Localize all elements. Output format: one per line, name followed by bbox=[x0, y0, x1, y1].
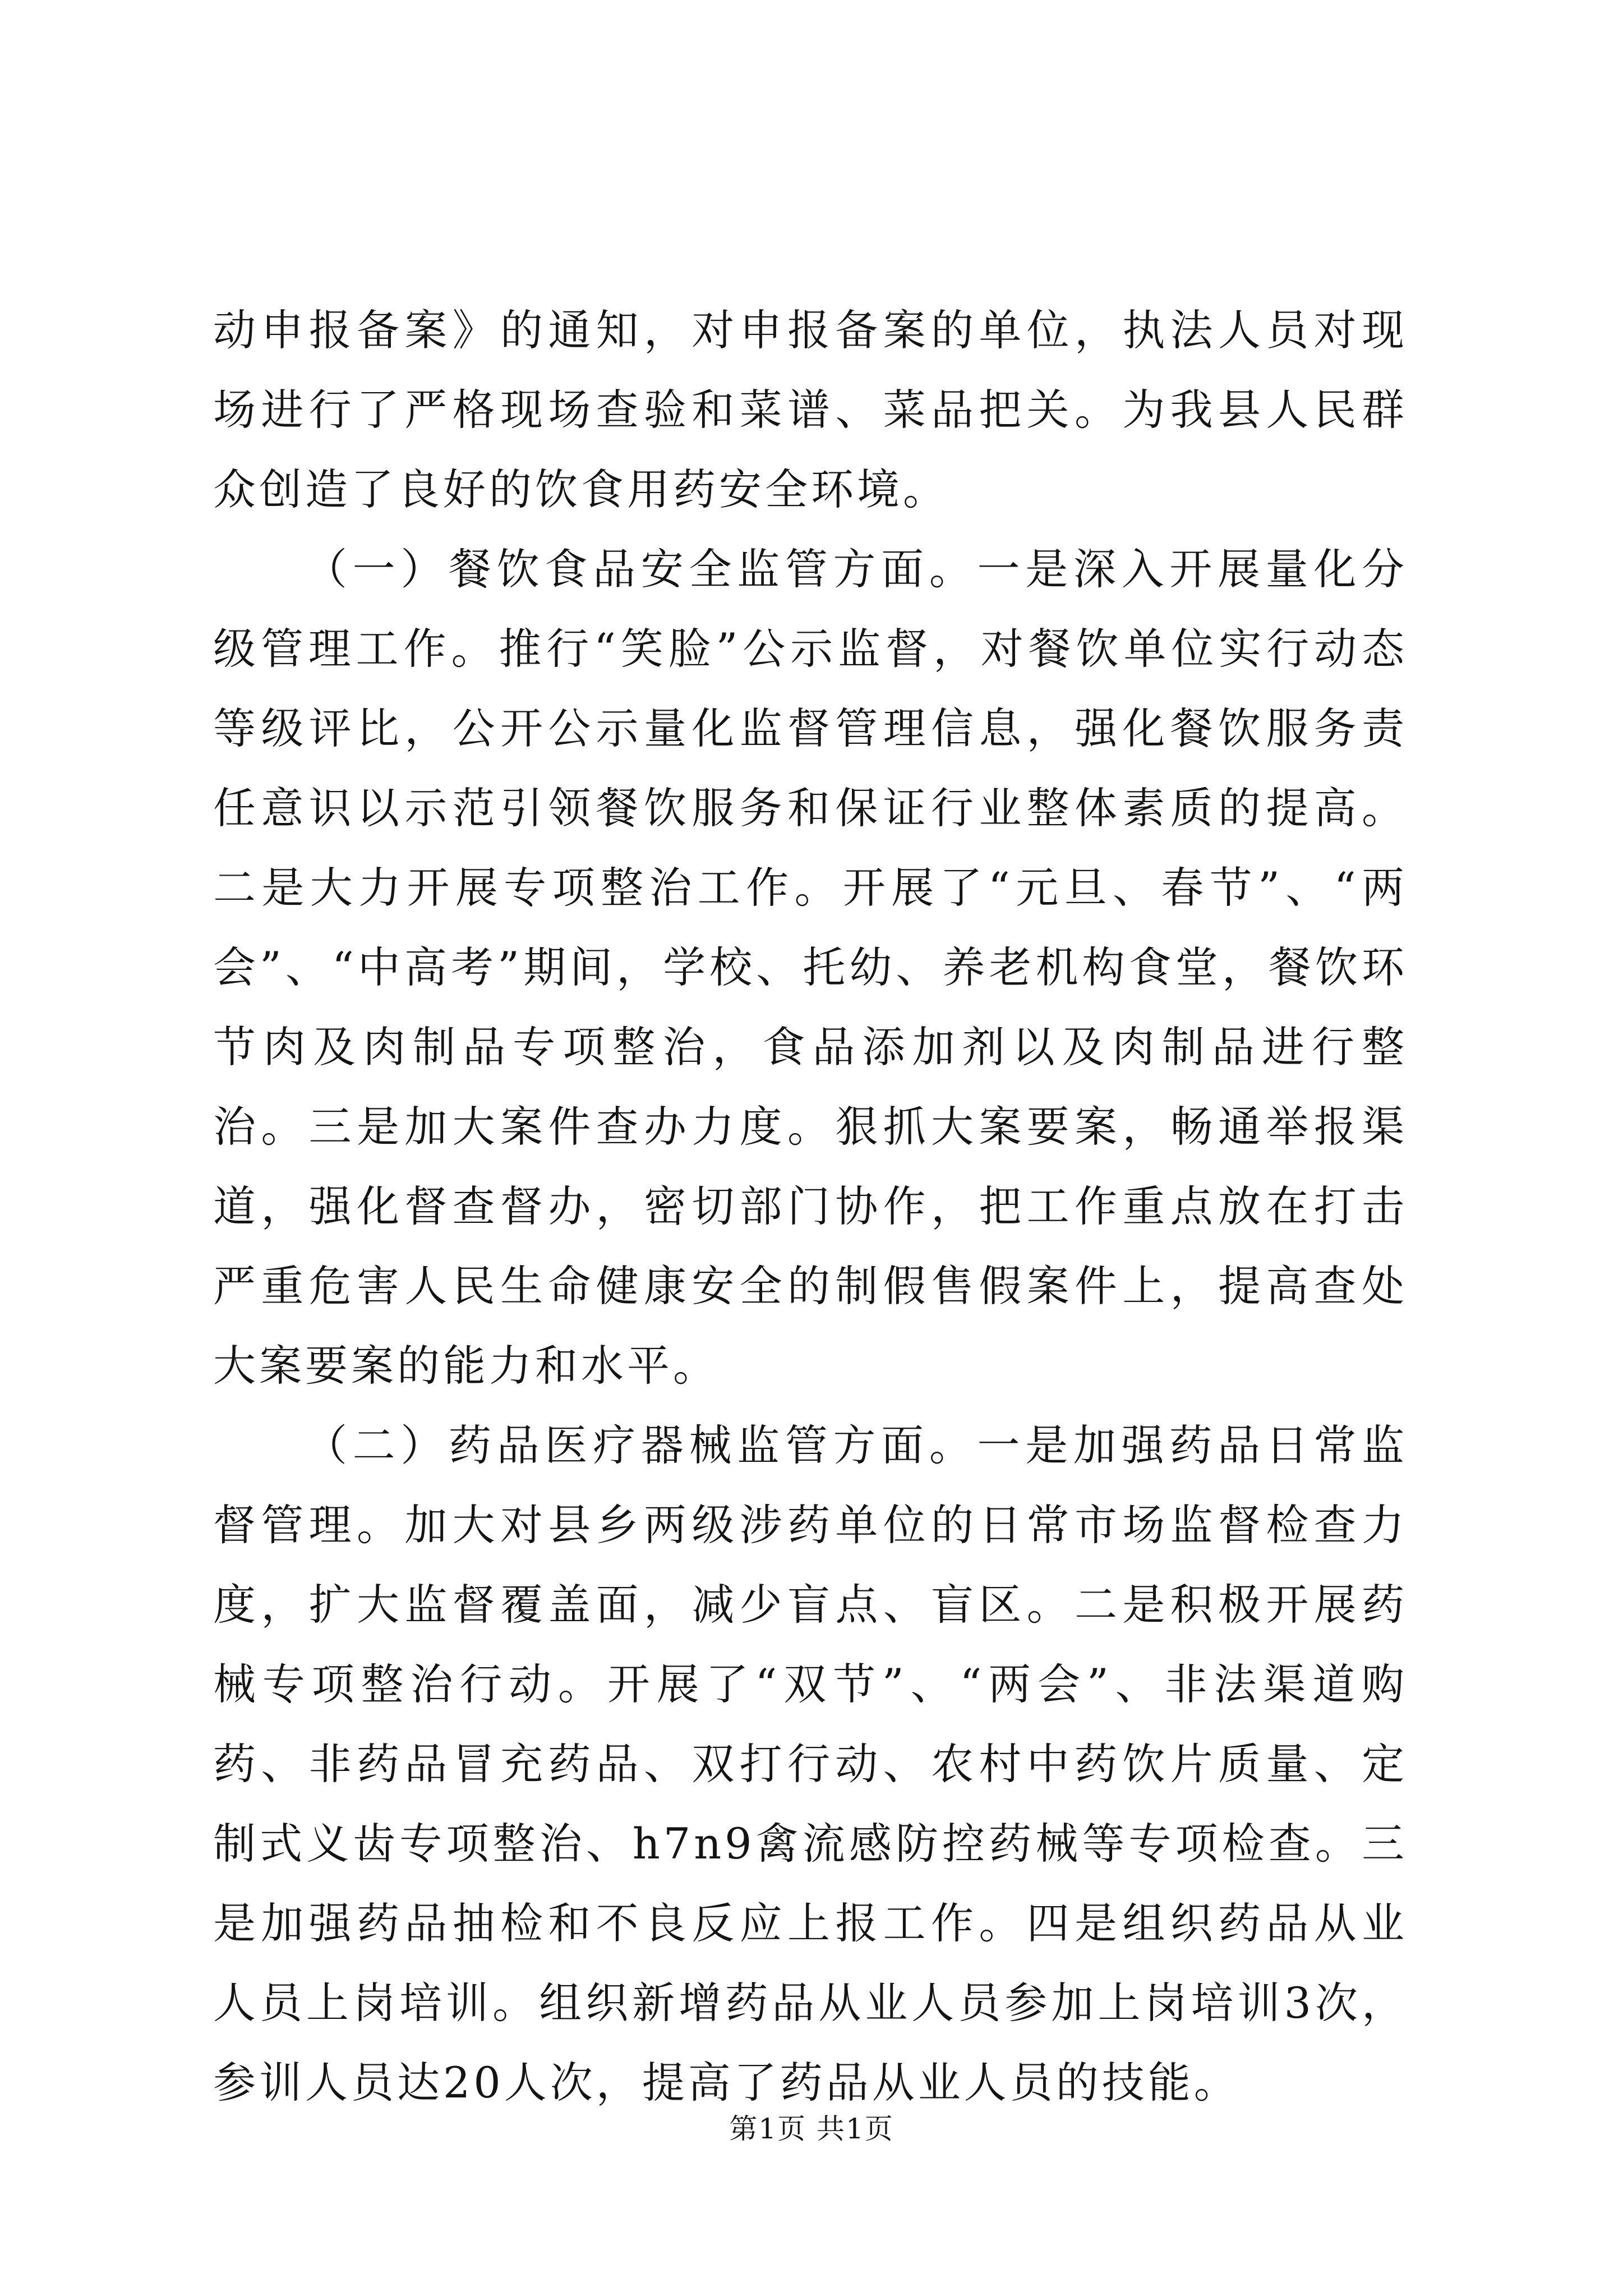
page-footer: 第1页 共1页 bbox=[729, 2113, 894, 2145]
document-body bbox=[213, 291, 1408, 2123]
paragraph-intro: 动申报备案》的通知，对申报备案的单位，执法人员对现场进行了严格现场查验和菜谱、菜品把关。为我县人民群众创造了良好的饮食用药安全环境。 bbox=[213, 305, 1408, 514]
paragraph-drug-device: （二）药品医疗器械监管方面。一是加强药品日常监督管理。加大对县乡两级涉药单位的日常市场监督检查力度，扩大监督覆盖面，减少盲点、盲区。二是积极开展药械专项整治行动。开展了“双节”、“两会”、非法渠道购药、非药品冒充药品、双打行动、农村中药饮片质量、定制式义齿专项整治、h7n9禽流感防控药械等专项检查。三是加强药品抽检和不良反应上报工作。四是组织药品从业人员上岗培训。组织新增药品从业人员参加上岗培训3次，参训人员达20人次，提高了药品从业人员的技能。 bbox=[213, 1420, 1408, 2108]
paragraph-food-safety: （一）餐饮食品安全监管方面。一是深入开展量化分级管理工作。推行“笑脸”公示监督，对餐饮单位实行动态等级评比，公开公示量化监督管理信息，强化餐饮服务责任意识以示范引领餐饮服务和保证行业整体素质的提高。二是大力开展专项整治工作。开展了“元旦、春节”、“两会”、“中高考”期间，学校、托幼、养老机构食堂，餐饮环节肉及肉制品专项整治，食品添加剂以及肉制品进行整治。三是加大案件查办力度。狠抓大案要案，畅通举报渠道，强化督查督办，密切部门协作，把工作重点放在打击严重危害人民生命健康安全的制假售假案件上，提高查处大案要案的能力和水平。 bbox=[213, 544, 1408, 1391]
